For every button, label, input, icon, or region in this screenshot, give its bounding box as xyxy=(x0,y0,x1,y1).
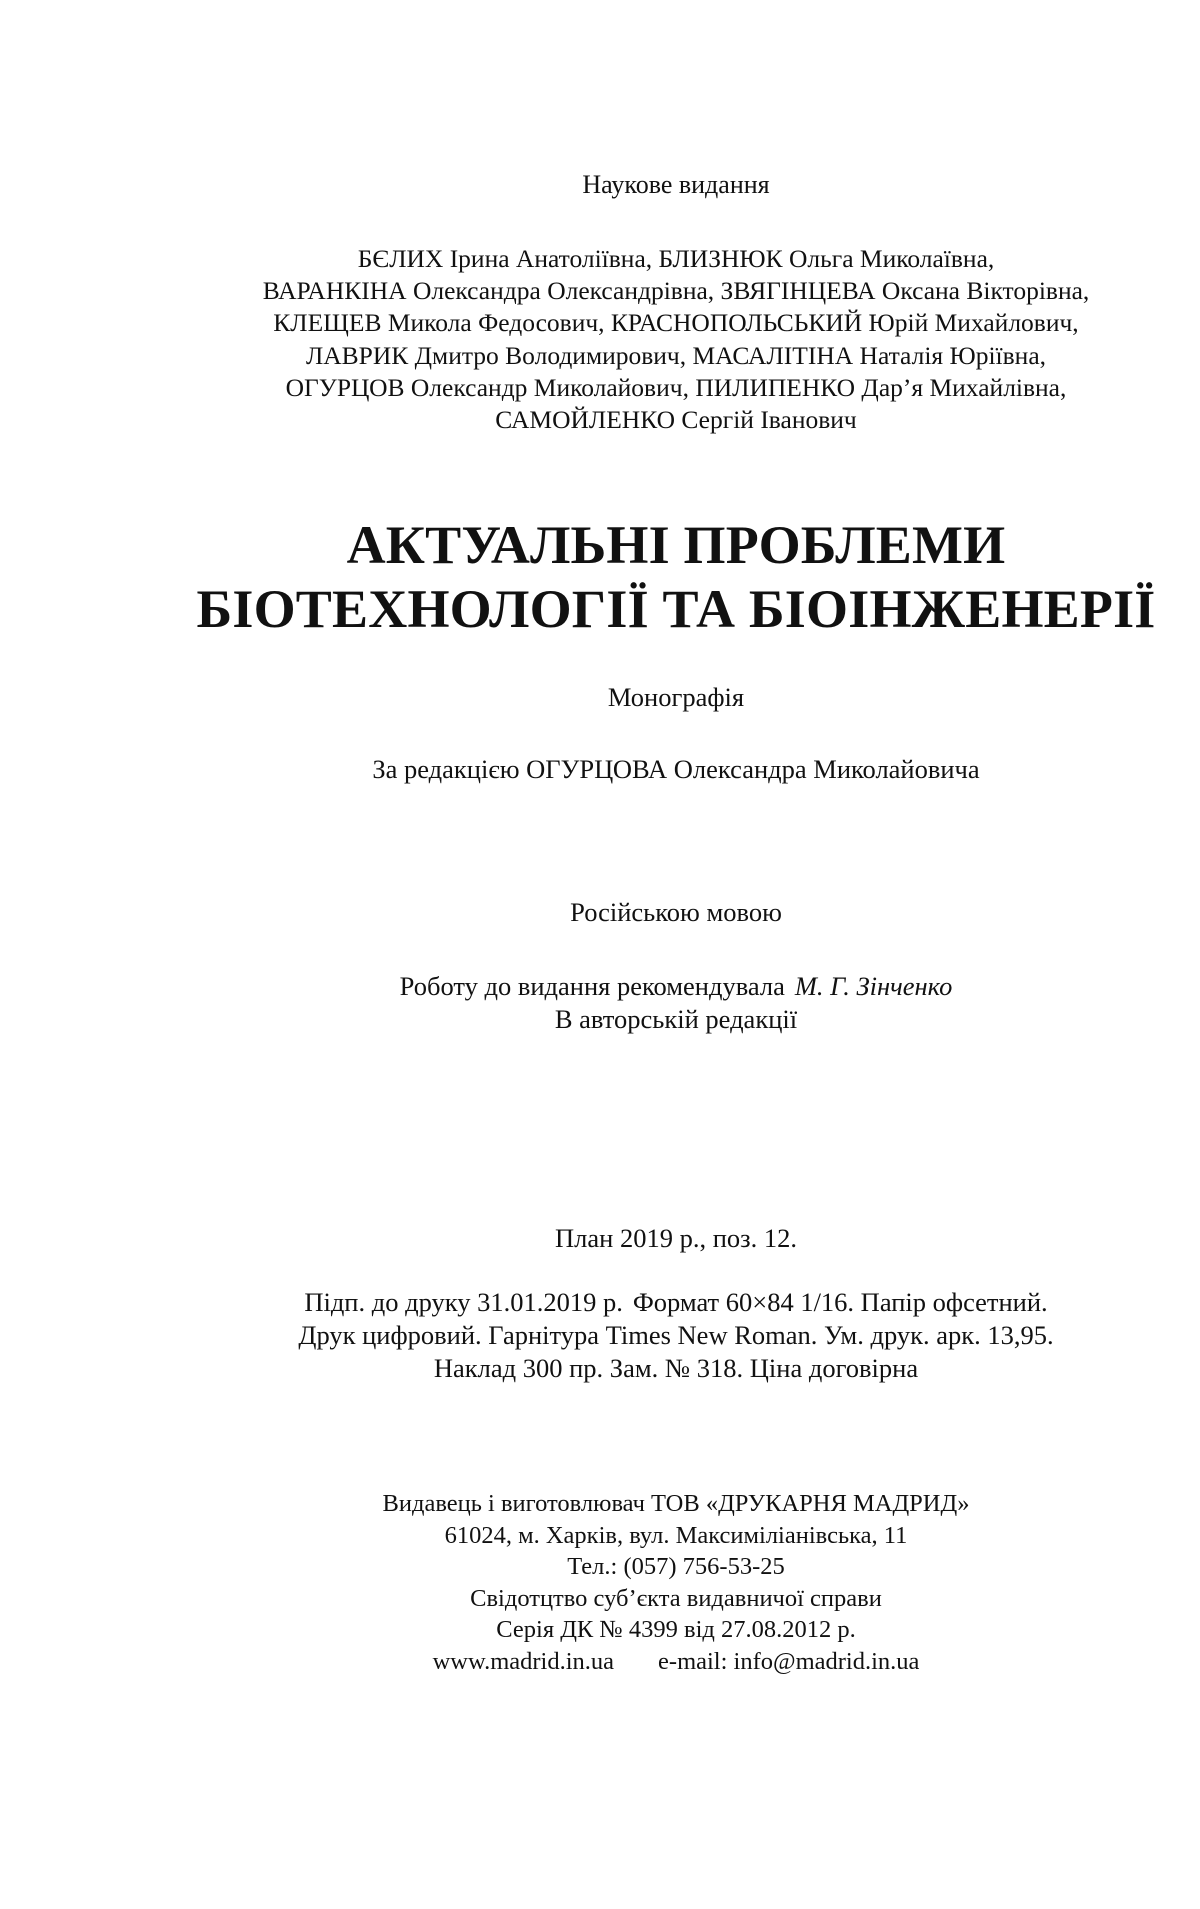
recommendation-line xyxy=(400,970,953,1003)
authors-list xyxy=(263,243,1090,436)
signed-for-print: Підп. до друку 31.01.2019 р. xyxy=(304,1287,623,1317)
authors-line: ЛАВРИК Дмитро Володимирович, МАСАЛІТІНА Наталія Юріївна, xyxy=(305,340,1047,370)
recommender-name: М. Г. Зінченко xyxy=(794,971,953,1001)
recommendation-text: Роботу до видання рекомендувала xyxy=(399,971,785,1001)
authors-line: ВАРАНКІНА Олександра Олександрівна, ЗВЯГІНЦЕВА Оксана Вікторівна, xyxy=(262,276,1090,306)
printing-line-1 xyxy=(298,1286,1053,1319)
book-title-line-2: БІОТЕХНОЛОГІЇ ТА БІОІНЖЕНЕРІЇ xyxy=(196,579,1156,639)
publisher-info xyxy=(383,1488,970,1677)
publisher-contacts xyxy=(383,1646,970,1678)
publication-plan: План 2019 р., поз. 12. xyxy=(555,1223,797,1253)
format-paper: Формат 60×84 1/16. Папір офсетний. xyxy=(632,1287,1048,1317)
book-genre: Монографія xyxy=(607,682,745,712)
edition-note: В авторській редакції xyxy=(554,1004,798,1034)
authors-line: ОГУРЦОВ Олександр Миколайович, ПИЛИПЕНКО Дар’я Михайлівна, xyxy=(285,372,1067,402)
printing-line-3: Наклад 300 пр. Зам. № 318. Ціна договірна xyxy=(433,1353,919,1383)
publisher-certificate: Свідотцтво суб’єкта видавничої справи xyxy=(470,1584,882,1612)
publication-language: Російською мовою xyxy=(570,897,782,927)
publication-type: Наукове видання xyxy=(582,170,770,199)
publisher-website[interactable]: www.madrid.in.ua xyxy=(432,1647,615,1675)
publisher-address: 61024, м. Харків, вул. Максиміліанівська, 11 xyxy=(444,1521,908,1549)
printing-details xyxy=(298,1286,1053,1385)
publisher-email[interactable]: e-mail: info@madrid.in.ua xyxy=(658,1647,920,1675)
printing-line-2: Друк цифровий. Гарнітура Times New Roman. Ум. друк. арк. 13,95. xyxy=(298,1320,1054,1350)
book-title xyxy=(196,513,1155,641)
publisher-name: Видавець і виготовлювач ТОВ «ДРУКАРНЯ МАДРИД» xyxy=(382,1490,970,1517)
editor-credit: За редакцією ОГУРЦОВА Олександра Миколайовича xyxy=(372,754,980,784)
recommendation-block xyxy=(400,970,953,1036)
book-title-line-1: АКТУАЛЬНІ ПРОБЛЕМИ xyxy=(346,515,1006,575)
publisher-phone: Тел.: (057) 756-53-25 xyxy=(567,1553,785,1580)
publisher-certificate-series: Серія ДК № 4399 від 27.08.2012 р. xyxy=(496,1616,856,1643)
authors-line: БЄЛИХ Ірина Анатоліївна, БЛИЗНЮК Ольга Миколаївна, xyxy=(357,244,995,273)
authors-line: САМОЙЛЕНКО Сергій Іванович xyxy=(495,405,857,435)
authors-line: КЛЕЩЕВ Микола Федосович, КРАСНОПОЛЬСЬКИЙ Юрій Михайлович, xyxy=(273,308,1079,338)
